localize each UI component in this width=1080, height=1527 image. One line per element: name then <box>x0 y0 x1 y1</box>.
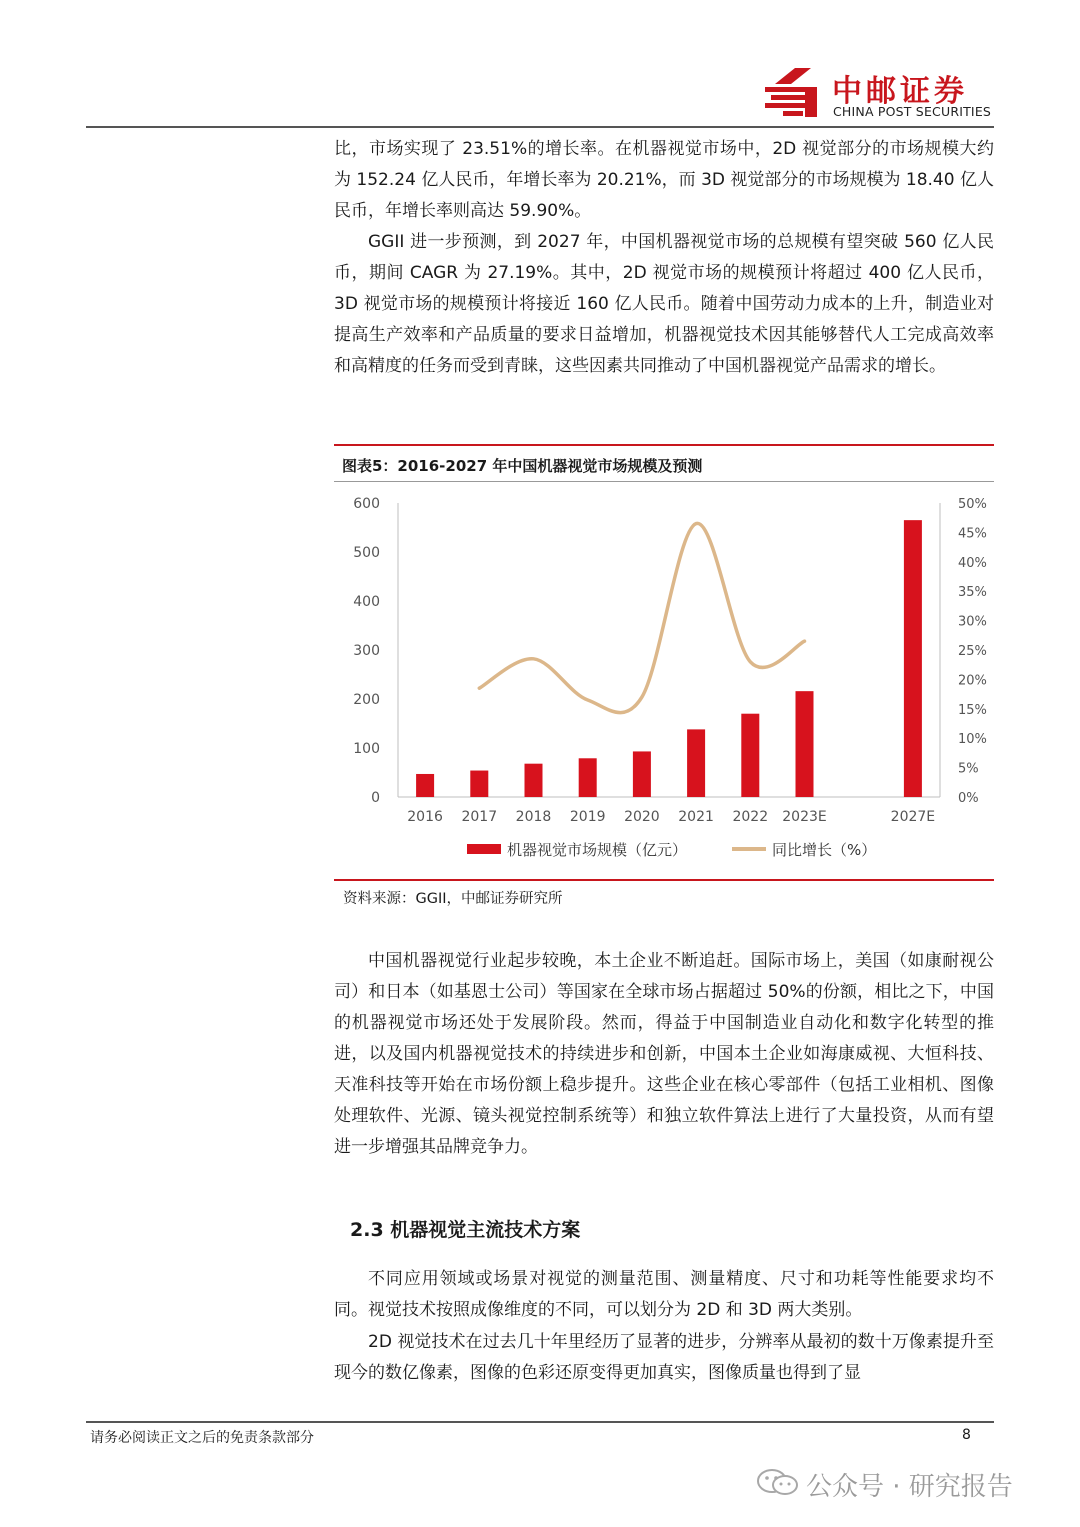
y-right-tick-label: 25% <box>958 644 987 659</box>
y-right-tick-label: 5% <box>958 761 979 777</box>
figure-title: 图表5：2016-2027 年中国机器视觉市场规模及预测 <box>342 457 703 475</box>
figure-title-rule <box>334 481 994 482</box>
figure-source: 资料来源：GGII，中邮证券研究所 <box>343 891 563 907</box>
legend-bar-label: 机器视觉市场规模（亿元） <box>507 841 688 859</box>
x-tick-label: 2021 <box>678 809 714 825</box>
market-size-chart <box>334 484 994 876</box>
body-paragraph-1: 比，市场实现了 23.51%的增长率。在机器视觉市场中，2D 视觉部分的市场规模大约为 152.24 亿人民币，年增长率为 20.21%，而 3D 视觉部分的市场规模为 18.40 亿人民币，年增长率则高达 59.90%。 <box>334 139 994 221</box>
chart-legend <box>467 841 876 859</box>
y-left-tick-label: 0 <box>371 790 380 806</box>
y-left-tick-label: 100 <box>353 741 380 757</box>
wechat-icon <box>756 1468 800 1496</box>
bar-mark <box>470 771 488 797</box>
bar-mark <box>741 714 759 797</box>
brand-name-en: CHINA POST SECURITIES <box>833 104 992 119</box>
footer-disclaimer: 请务必阅读正文之后的免责条款部分 <box>90 1430 314 1446</box>
x-tick-label: 2016 <box>407 809 443 825</box>
x-tick-label: 2027E <box>890 809 936 825</box>
bar-mark <box>904 520 922 797</box>
y-right-tick-label: 20% <box>958 673 987 689</box>
figure-bottom-rule <box>334 879 994 881</box>
bar-mark <box>633 751 651 797</box>
bar-mark <box>796 691 814 797</box>
y-left-tick-label: 300 <box>353 643 380 659</box>
y-right-tick-label: 10% <box>958 732 987 748</box>
x-tick-label: 2017 <box>461 809 498 825</box>
bar-mark <box>416 774 434 797</box>
y-left-tick-label: 600 <box>353 496 380 512</box>
figure-top-rule <box>334 444 994 446</box>
company-logo-icon <box>765 66 823 122</box>
body-paragraph-3: 中国机器视觉行业起步较晚，本土企业不断追赶。国际市场上，美国（如康耐视公司）和日本（如基恩士公司）等国家在全球市场占据超过 50%的份额，相比之下，中国的机器视觉市场还处于发展阶段。然而，得益于中国制造业自动化和数字化转型的推进，以及国内机器视觉技术的持续进步和创新，中国本土企业如海康威视、大恒科技、天准科技等开始在市场份额上稳步提升。这些企业在核心零部件（包括工业相机、图像处理软件、光源、镜头视觉控制系统等）和独立软件算法上进行了大量投资，从而有望进一步增强其品牌竞争力。 <box>334 951 994 1157</box>
y-left-tick-label: 400 <box>353 594 380 610</box>
y-right-tick-label: 15% <box>958 702 987 718</box>
growth-series-line <box>479 523 804 712</box>
y-right-tick-label: 30% <box>958 614 987 630</box>
y-right-tick-label: 0% <box>958 791 979 806</box>
legend-bar-swatch <box>467 844 501 854</box>
x-tick-label: 2023E <box>782 809 827 825</box>
chart-bars <box>416 520 922 797</box>
y-left-tick-label: 200 <box>353 692 380 708</box>
body-paragraph-5: 2D 视觉技术在过去几十年里经历了显著的进步，分辨率从最初的数十万像素提升至现今的数亿像素，图像的色彩还原变得更加真实，图像质量也得到了显 <box>334 1332 994 1383</box>
y-right-tick-label: 50% <box>958 497 987 512</box>
brand-name-cn: 中邮证券 <box>832 74 968 109</box>
x-tick-label: 2018 <box>515 809 552 825</box>
y-left-tick-label: 500 <box>353 545 380 561</box>
body-paragraph-4: 不同应用领域或场景对视觉的测量范围、测量精度、尺寸和功耗等性能要求均不同。视觉技术按照成像维度的不同，可以划分为 2D 和 3D 两大类别。 <box>334 1269 994 1320</box>
section-heading: 2.3 机器视觉主流技术方案 <box>350 1219 581 1241</box>
footer-divider <box>86 1421 994 1423</box>
y-right-tick-label: 40% <box>958 555 987 571</box>
page-number: 8 <box>962 1427 971 1443</box>
x-tick-label: 2022 <box>732 809 769 825</box>
x-tick-label: 2020 <box>624 809 660 825</box>
header-divider <box>86 126 994 128</box>
chart-tick-labels <box>353 496 987 825</box>
x-tick-label: 2019 <box>569 809 606 825</box>
legend-line-label: 同比增长（%） <box>772 841 877 859</box>
bar-mark <box>525 764 543 797</box>
y-right-tick-label: 35% <box>958 585 987 601</box>
y-right-tick-label: 45% <box>958 526 987 542</box>
chart-growth-line <box>479 523 804 712</box>
chart-axes <box>398 503 940 797</box>
bar-mark <box>579 758 597 797</box>
body-paragraph-2: GGII 进一步预测，到 2027 年，中国机器视觉市场的总规模有望突破 560 亿人民币，期间 CAGR 为 27.19%。其中，2D 视觉市场的规模预计将超过 400 亿人民币，3D 视觉市场的规模预计将接近 160 亿人民币。随着中国劳动力成本的上升，制造业对提高生产效率和产品质量的要求日益增加，机器视觉技术因其能够替代人工完成高效率和高精度的任务而受到青睐，这些因素共同推动了中国机器视觉产品需求的增长。 <box>334 232 994 376</box>
watermark-text: 公众号 · 研究报告 <box>806 1472 1013 1502</box>
bar-mark <box>687 729 705 797</box>
